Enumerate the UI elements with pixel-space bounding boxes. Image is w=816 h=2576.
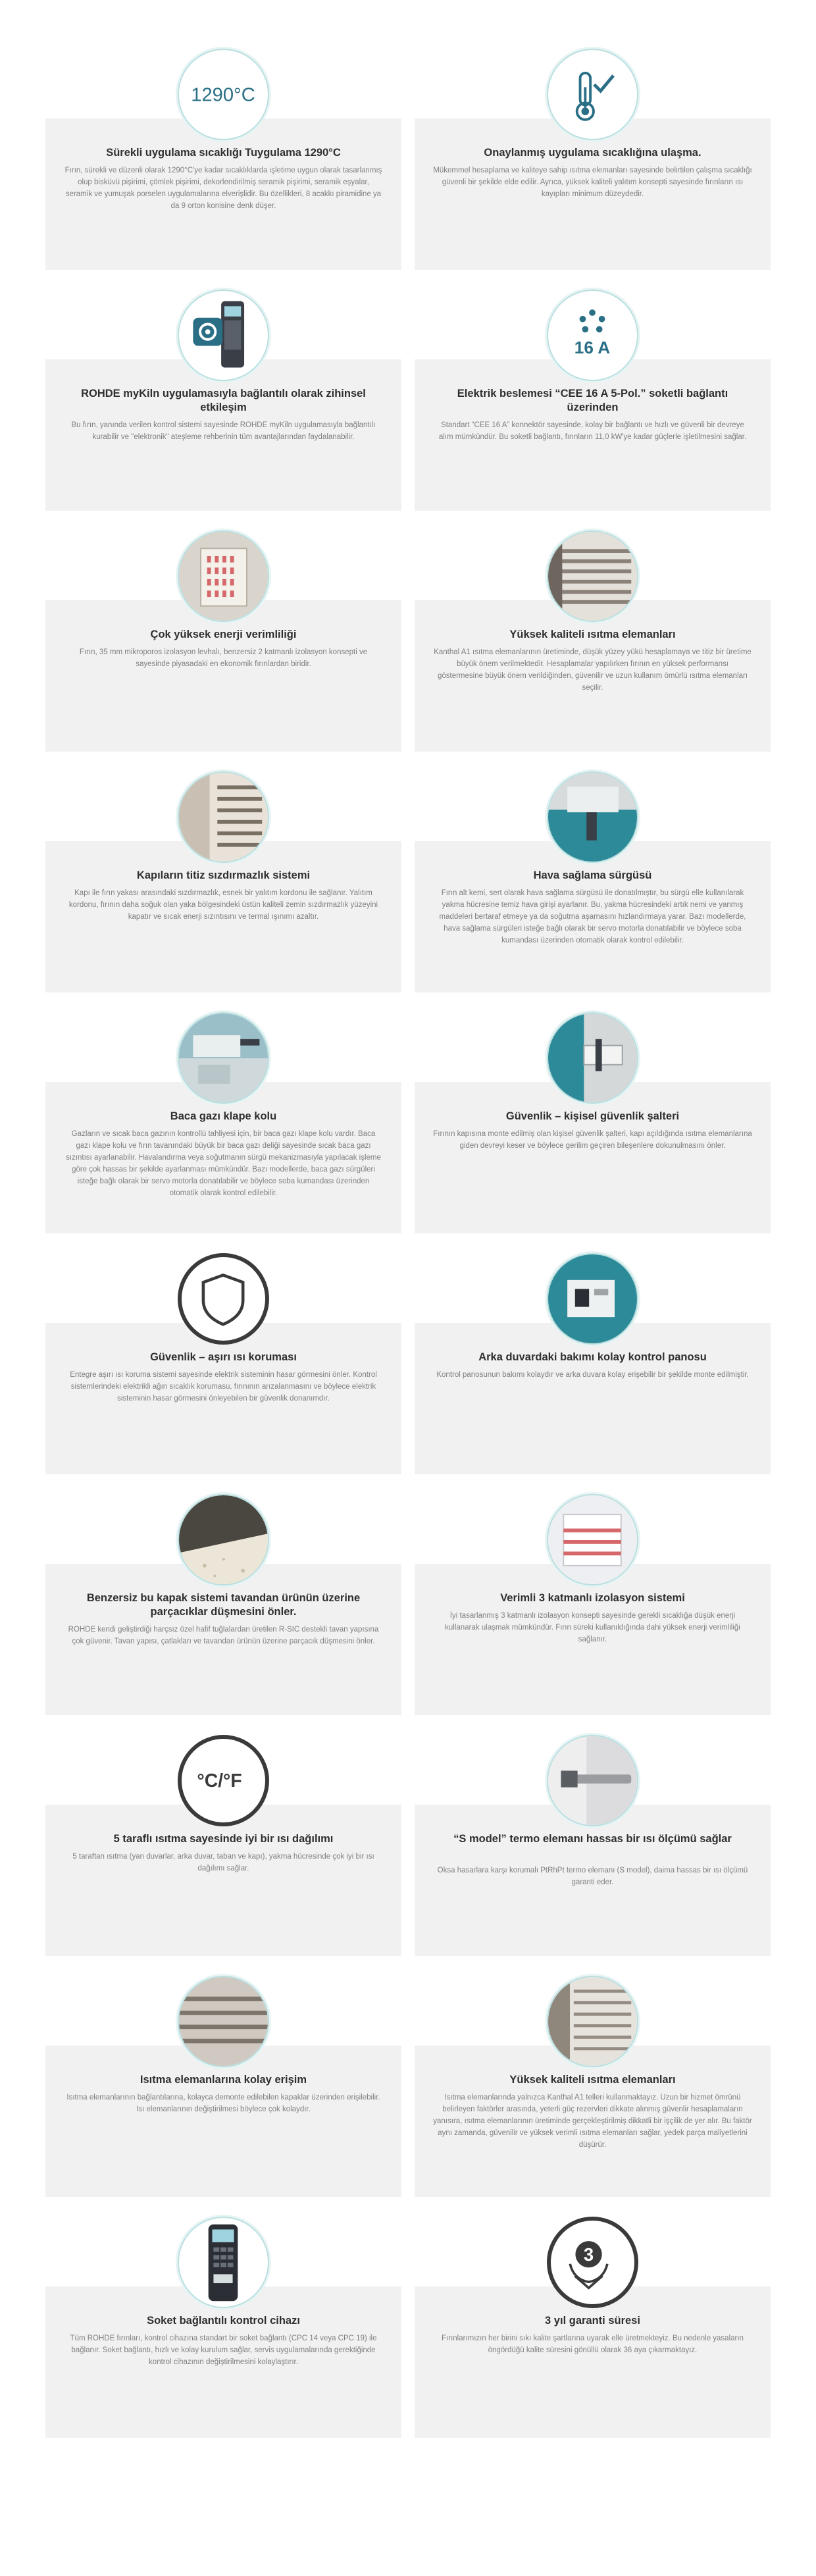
feature-card xyxy=(45,1805,401,1956)
feature-description: Entegre aşırı ısı koruma sistemi sayesinde elektrik sisteminin hasar görmesini önler. Kontrol sistemlerindeki elektrikli ağın sıcaklık korumasu, fırınının arızalanmasını ve böylece elektrik sisteminin hasar görmesini önleyebilen bir güvenlik donanımdır. xyxy=(70,1371,377,1403)
feature-description: Fırın, sürekli ve düzenli olarak 1290°C'ye kadar sıcaklıklarda işletime uygun olarak tasarlanmış olup bisküvü pişirimi, çömlek pişirimi, dekorlendirilmiş seramik pişirimi, seramik eşyalar, seramik ve yumuşak porselen uygulamalarına elverişlidir. Bu özellikleri, 8 acakkı piramidine ya da 9 orton konisine denk düşer. xyxy=(64,167,382,210)
heating-coil-icon xyxy=(547,530,638,622)
controller-app-icon xyxy=(178,290,269,381)
plug-16a-icon xyxy=(547,290,638,381)
feature-description: 5 taraftan ısıtma (yan duvarlar, arka duvar, taban ve kapı), yakma hücresinde çok iyi bir ısı dağılımı sağlar. xyxy=(72,1853,374,1872)
feature-safety-switch xyxy=(415,1016,771,1257)
feature-title: Benzersiz bu kapak sistemi tavandan ürünün üzerine parçacıklar düşmesini önler. xyxy=(86,1592,361,1618)
feature-control-panel xyxy=(415,1257,771,1498)
feature-description: Isıtma elemanlarının bağlantılarına, kolayca demonte edilebilen kapaklar üzerinden erişilebilir. Isı elemanlarının değiştirilmesi böylece çok kolaydır. xyxy=(66,2094,380,2113)
feature-description: Tüm ROHDE fırınları, kontrol cihazına standart bir soket bağlantı (CPC 14 veya CPC 19) ile bağlanır. Soket bağlantı, hızlı ve kolay kurulum sağlar, servis uygulamalarında gerektiğinde kontrol cihazının değiştirilmesini kolaylaştırır. xyxy=(70,2334,377,2366)
svg-text:°C/°F: °C/°F xyxy=(197,1770,242,1792)
shield-icon xyxy=(178,1253,269,1345)
feature-card xyxy=(45,600,401,752)
socket-controller-icon xyxy=(178,2217,269,2308)
feature-title: Hava sağlama sürgüsü xyxy=(533,869,652,881)
feature-description: Fırının kapısına monte edilmiş olan kişisel güvenlik şalteri, kapı açıldığında ısıtma elemanlarına giden devreyi keser ve böylece gerilim geçiren bileşenlere dokunulmasını önler. xyxy=(433,1130,752,1150)
feature-description: Bu fırın, yanında verilen kontrol sistemi sayesinde ROHDE myKiln uygulamasıyla bağlantılı kurabilir ve "elektronik" ateşleme rehberinin tüm avantajlarından faydalanabilir. xyxy=(71,421,376,441)
air-slider-icon xyxy=(547,771,638,863)
feature-description: Mükemmel hesaplama ve kaliteye sahip ısıtma elemanları sayesinde belirtilen çalışma sıcaklığı güvenli bir şekilde elde edilir. Ayrıca, yüksek kaliteli yalıtım konsepti sayesinde fırınların ısı kayıpları minimum düzeydedir. xyxy=(433,167,752,198)
feature-title: Yüksek kaliteli ısıtma elemanları xyxy=(509,2074,676,2086)
feature-row-4 xyxy=(0,775,816,1016)
feature-description: Kanthal A1 ısıtma elemanlarının üretiminde, düşük yüzey yükü hesaplamaya ve titiz bir üretime büyük önem verilmektedir. Hesaplamalar yapılırken fırının en yüksek performansı göstermesine büyük önem verildiğinden, güvenilir ve uzun kullanım ömürlü ısıtma elemanları seçilir. xyxy=(434,648,752,692)
feature-cee-16a xyxy=(415,294,771,534)
feature-title: ROHDE myKiln uygulamasıyla bağlantılı olarak zihinsel etkileşim xyxy=(81,388,366,413)
feature-card xyxy=(45,2046,401,2197)
feature-title: Sürekli uygulama sıcaklığı Tuygulama 1290°C xyxy=(106,147,341,159)
thermometer-check-icon xyxy=(547,49,638,140)
heating-element-icon xyxy=(547,1976,638,2067)
feature-description: Standart “CEE 16 A” konnektör sayesinde, kolay bir bağlantı ve hızlı ve güvenli bir devreye alım mümkündür. Bu soketli bağlantı, fırınların 11,0 kW'ye kadar güçlerle işletilmesini sağlar. xyxy=(438,421,747,441)
feature-heating-elements-2 xyxy=(415,1980,771,2221)
feature-socket-controller xyxy=(45,2221,401,2461)
feature-title: Onaylanmış uygulama sıcaklığına ulaşma. xyxy=(484,147,701,159)
feature-card xyxy=(415,2286,771,2438)
feature-title: Güvenlik – kişisel güvenlik şalteri xyxy=(505,1110,680,1122)
feature-3-year-warranty xyxy=(415,2221,771,2461)
feature-title: 3 yıl garanti süresi xyxy=(545,2315,640,2327)
feature-description: Gazların ve sıcak baca gazının kontrollü tahliyesi için, bir baca gazı klape kolu vardır. Baca gazı klape kolu ve fırın tavanındaki büyük bir baca gazı deliği sayesinde sıcak baca gazı sızıntısı ayarlanabilir. Havalandırma veya soğutmanın sürgü mekanizmasıyla yapılacak işleme göre çok hassas bir şekilde ayarlanması mümkündür. Bazı modellerde, baca gazı sürgüleri isteğe bağlı olarak bir servo motorla donatılabilir ve böylece soba kumandası üzerinden otomatik olarak kontrol edilebilir. xyxy=(66,1130,381,1197)
svg-text:1290°C: 1290°C xyxy=(191,84,255,106)
lid-system-icon xyxy=(178,1494,269,1585)
feature-title: Isıtma elemanlarına kolay erişim xyxy=(140,2074,307,2086)
celsius-fahrenheit-icon xyxy=(178,1735,269,1826)
feature-5-side-heating xyxy=(45,1739,401,1980)
feature-description: Fırın alt kemi, sert olarak hava sağlama sürgüsü ile donatılmıştır, bu sürgü elle kullanılarak yakma hücresine temiz hava girişi ayarlanır. Bu, yakma hücresindeki artık nemi ve yanmış maddeleri bertaraf etmeye ya da soğutma aşamasını hızlandırmaya yarar. Bazı modellerde, hava sağlama sürgüleri isteğe bağlı olarak bir servo motorla donatılabilir ve böylece soba kumandası üzerinden otomatik olarak kontrol edilebilir. xyxy=(439,889,746,944)
layer-insulation-icon xyxy=(547,1494,638,1585)
feature-title: Arka duvardaki bakımı kolay kontrol panosu xyxy=(478,1351,707,1363)
feature-air-slider xyxy=(415,775,771,1016)
feature-description: Fırınlarımızın her birini sıkı kalite şartlarına uyarak elle üretmekteyiz. Bu nedenle yasaların öngördüğü kalite süresini gönüllü olarak 36 aya çıkarmaktayız. xyxy=(442,2334,744,2354)
feature-description: ROHDE kendi geliştirdiği harçsız özel hafif tuğlalardan üretilen R-SIC destekli tavan yapısına çok güvenir. Tavan yapısı, çatlakları ve tavandan ürünün üzerine parçacık düşmesini önler. xyxy=(68,1626,379,1645)
safety-switch-icon xyxy=(547,1012,638,1104)
feature-row-10 xyxy=(0,2221,816,2461)
feature-description: Isıtma elemanlarında yalnızca Kanthal A1 telleri kullanmaktayız. Uzun bir hizmet ömrünü belirleyen faktörler arasında, yeterli güç rezervleri dikkate alınmış güvenlir hesaplamaların yanısıra, ısıtma elemanlarının üretiminde gerçekleştirilmiş dikkatli bir işçilik de yer alır. Bu faktör aynı zamanda, güvenilir ve yüksek verimli ısıtma elemanları sağlar, yedek parça maliyetlerini düşürür. xyxy=(433,2094,752,2149)
feature-lid-system xyxy=(45,1498,401,1739)
element-access-icon xyxy=(178,1976,269,2067)
feature-row-1 xyxy=(0,53,816,294)
feature-element-access xyxy=(45,1980,401,2221)
feature-s-model-thermocouple xyxy=(415,1739,771,1980)
door-seal-icon xyxy=(178,771,269,863)
feature-3-layer-insulation xyxy=(415,1498,771,1739)
feature-title: Kapıların titiz sızdırmazlık sistemi xyxy=(136,869,311,881)
thermocouple-icon xyxy=(547,1735,638,1826)
feature-title: Elektrik beslemesi “CEE 16 A 5-Pol.” soketli bağlantı üzerinden xyxy=(457,388,728,413)
feature-title: Baca gazı klape kolu xyxy=(170,1110,277,1122)
temperature-1290-icon xyxy=(178,49,269,140)
feature-description: Oksa hasarlara karşı korumalı PtRhPt termo elemanı (S model), daima hassas bir ısı ölçümü garanti eder. xyxy=(437,1867,748,1886)
feature-row-7 xyxy=(0,1498,816,1739)
feature-card xyxy=(415,1082,771,1233)
svg-text:3: 3 xyxy=(583,2244,594,2265)
warranty-3-icon xyxy=(547,2217,638,2308)
feature-title: 5 taraflı ısıtma sayesinde iyi bir ısı dağılımı xyxy=(113,1833,334,1845)
flue-damper-icon xyxy=(178,1012,269,1104)
feature-flue-damper xyxy=(45,1016,401,1257)
feature-description: Fırın, 35 mm mikroporos izolasyon levhalı, benzersiz 2 katmanlı izolasyon konsepti ve sayesinde piyasadaki en ekonomik fırınlardan biridir. xyxy=(79,648,368,668)
insulation-icon xyxy=(178,530,269,622)
feature-row-2 xyxy=(0,294,816,534)
feature-energy-efficiency xyxy=(45,534,401,775)
feature-description: Kontrol panosunun bakımı kolaydır ve arka duvara kolay erişebilir bir şekilde monte edilmiştir. xyxy=(436,1371,749,1379)
feature-row-5 xyxy=(0,1016,816,1257)
feature-title: Verimli 3 katmanlı izolasyon sistemi xyxy=(500,1592,685,1604)
feature-row-3 xyxy=(0,534,816,775)
feature-description: Kapı ile fırın yakası arasındaki sızdırmazlık, esnek bir yalıtım kordonu ile sağlanır. Yalıtım kordonu, fırının daha soğuk olan yaka bölgesindeki üstün kaliteli zemin sızdırmazlık yüzeyini kapatır ve sıcak enerji sızıntısını ve termal ışınımı azaltır. xyxy=(68,889,378,921)
feature-description: İyi tasarlanmış 3 katmanlı izolasyon konsepti sayesinde gerekli sıcaklığa düşük enerji kullanarak ulaşmak mümkündür. Fırın süreki kullanıldığında dahi yüksek enerji verimliliği sağlanır. xyxy=(445,1612,740,1643)
feature-title: Çok yüksek enerji verimliliği xyxy=(150,629,297,640)
feature-heating-elements xyxy=(415,534,771,775)
feature-title: Güvenlik – aşırı ısı koruması xyxy=(150,1351,297,1363)
feature-row-9 xyxy=(0,1980,816,2221)
feature-card xyxy=(415,1323,771,1474)
feature-overheat-protection xyxy=(45,1257,401,1498)
feature-title: Soket bağlantılı kontrol cihazı xyxy=(147,2315,300,2327)
feature-title: “S model” termo elemanı hassas bir ısı ölçümü sağlar xyxy=(453,1833,732,1845)
feature-temperature-1290 xyxy=(45,53,401,294)
feature-mykiln-app xyxy=(45,294,401,534)
svg-text:16 A: 16 A xyxy=(574,338,611,358)
control-panel-icon xyxy=(547,1253,638,1345)
feature-approved-temperature xyxy=(415,53,771,294)
feature-row-8 xyxy=(0,1739,816,1980)
feature-row-6 xyxy=(0,1257,816,1498)
feature-title: Yüksek kaliteli ısıtma elemanları xyxy=(509,629,676,640)
feature-door-seal xyxy=(45,775,401,1016)
